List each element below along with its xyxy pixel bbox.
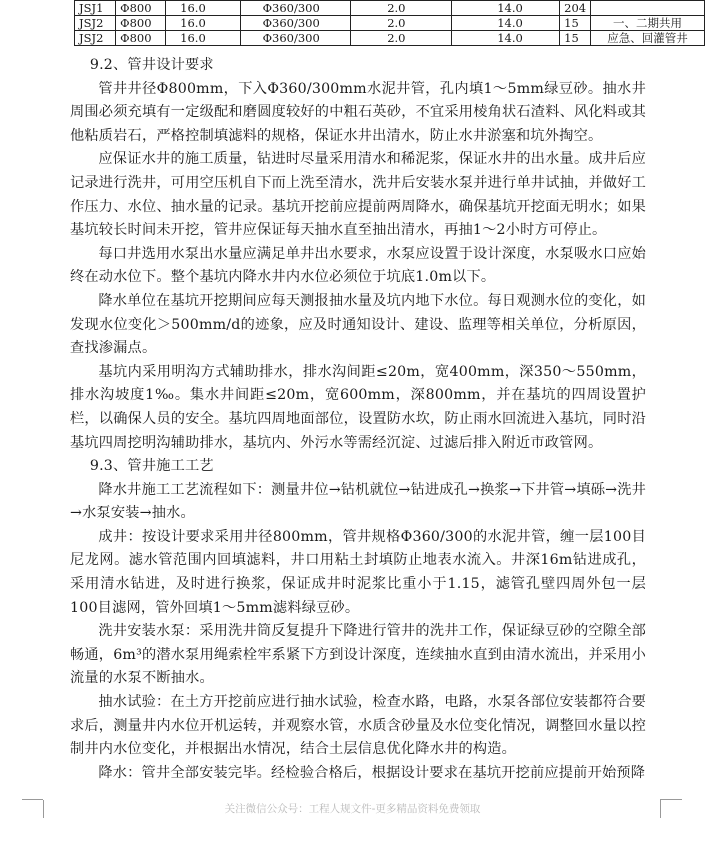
section-heading: 9.3、管井施工工艺 <box>89 458 214 475</box>
table-cell: Φ800 <box>116 16 166 31</box>
table-cell: Φ360/300 <box>240 1 351 16</box>
table-cell: 15 <box>560 31 591 46</box>
body-paragraph: 成井：按设计要求采用井径800mm，管井规格Φ360/300的水泥井管，缠一层100目尼龙网。滤水管范围内回填滤料，井口用粘土封填防止地表水流入。井深16m钻进成孔，采用清水钻进，及时进行换浆，保证成井时泥浆比重小于1.15，滤管孔壁四周外包一层100目滤网，管外回填1～5mm滤料绿豆砂。 <box>70 528 646 616</box>
document-body <box>70 54 646 785</box>
table-cell: 204 <box>560 1 591 16</box>
table-cell: JSJ1 <box>75 1 116 16</box>
table-row <box>75 16 705 31</box>
table-cell <box>591 1 705 16</box>
table-cell: 16.0 <box>166 31 240 46</box>
body-paragraph: 降水：管井全部安装完毕。经检验合格后，根据设计要求在基坑开挖前应提前开始预降 <box>98 764 646 781</box>
table-cell: 16.0 <box>166 16 240 31</box>
section-heading: 9.2、管井设计要求 <box>89 57 214 73</box>
table-cell: 一、二期共用 <box>591 16 705 31</box>
table-cell: Φ360/300 <box>240 31 351 46</box>
table-cell: 应急、回灌管井 <box>591 31 705 46</box>
page-corner-mark <box>660 799 682 800</box>
body-paragraph: 抽水试验：在土方开挖前应进行抽水试验，检查水路，电路，水泵各部位安装都符合要求后，测量井内水位开机运转，并观察水管，水质含砂量及水位变化情况，调整回水量以控制井内水位变化，并根据出水情况，结合土层信息优化降水井的构造。 <box>70 694 646 758</box>
table-cell: Φ800 <box>116 1 166 16</box>
page-corner-mark <box>22 799 43 800</box>
body-paragraph: 管井井径Φ800mm，下入Φ360/300mm水泥井管，孔内填1～5mm绿豆砂。抽水井周围必须充填有一定级配和磨圆度较好的中粗石英砂，不宜采用棱角状石渣料、风化料或其他粘质岩石，严格控制填滤料的规格，保证水井出清水，防止水井淤塞和坑外掏空。 <box>70 80 646 144</box>
well-spec-table <box>74 0 705 46</box>
table-cell: 2.0 <box>351 1 452 16</box>
table-cell: 2.0 <box>351 31 452 46</box>
body-paragraph: 基坑内采用明沟方式辅助排水，排水沟间距≤20m，宽400mm，深350～550mm，排水沟坡度1‰。集水井间距≤20m，宽600mm，深800mm，并在基坑的四周设置护栏，以确保人员的安全。基坑四周地面部位，设置防水坎，防止雨水回流进入基坑，同时沿基坑四周挖明沟辅助排水，基坑内、外污水等需经沉淀、过滤后排入附近市政管网。 <box>70 363 646 451</box>
body-paragraph: 降水单位在基坑开挖期间应每天测报抽水量及坑内地下水位。每日观测水位的变化，如发现水位变化＞500mm/d的迹象，应及时通知设计、建设、监理等相关单位，分析原因，查找渗漏点。 <box>70 292 646 357</box>
table-cell: JSJ2 <box>75 16 116 31</box>
body-paragraph: 降水井施工工艺流程如下：测量井位→钻机就位→钻进成孔→换浆→下井管→填砾→洗井→水泵安装→抽水。 <box>70 481 646 522</box>
table-cell: 14.0 <box>452 16 560 31</box>
table-cell: 2.0 <box>351 16 452 31</box>
table-cell: 14.0 <box>452 31 560 46</box>
table-cell: 14.0 <box>452 1 560 16</box>
body-paragraph: 每口井选用水泵出水量应满足单井出水要求，水泵应设置于设计深度，水泵吸水口应始终在动水位下。整个基坑内降水井内水位必须位于坑底1.0m以下。 <box>70 245 646 286</box>
footer-watermark: 关注微信公众号：工程人规文件-更多精品资料免费领取 <box>224 803 481 815</box>
table-cell: Φ800 <box>116 31 166 46</box>
table-row <box>75 1 705 16</box>
table-cell: 15 <box>560 16 591 31</box>
body-paragraph: 洗井安装水泵：采用洗井筒反复提升下降进行管井的洗井工作，保证绿豆砂的空隙全部畅通，6m³的潜水泵用绳索栓牢系紧下方到设计深度，连续抽水直到由清水流出，并采用小流量的水泵不断抽水。 <box>70 623 646 687</box>
table-row <box>75 31 705 46</box>
body-paragraph: 应保证水井的施工质量，钻进时尽量采用清水和稀泥浆，保证水井的出水量。成井后应记录进行洗井，可用空压机自下而上洗至清水，洗井后安装水泵并进行单井试抽，并做好工作压力、水位、抽水量的记录。基坑开挖前应提前两周降水，确保基坑开挖面无明水；如果基坑较长时间未开挖，管井应保证每天抽水直至抽出清水，再抽1～2小时方可停止。 <box>70 151 646 239</box>
table-cell: Φ360/300 <box>240 16 351 31</box>
table-cell: 16.0 <box>166 1 240 16</box>
table-cell: JSJ2 <box>75 31 116 46</box>
